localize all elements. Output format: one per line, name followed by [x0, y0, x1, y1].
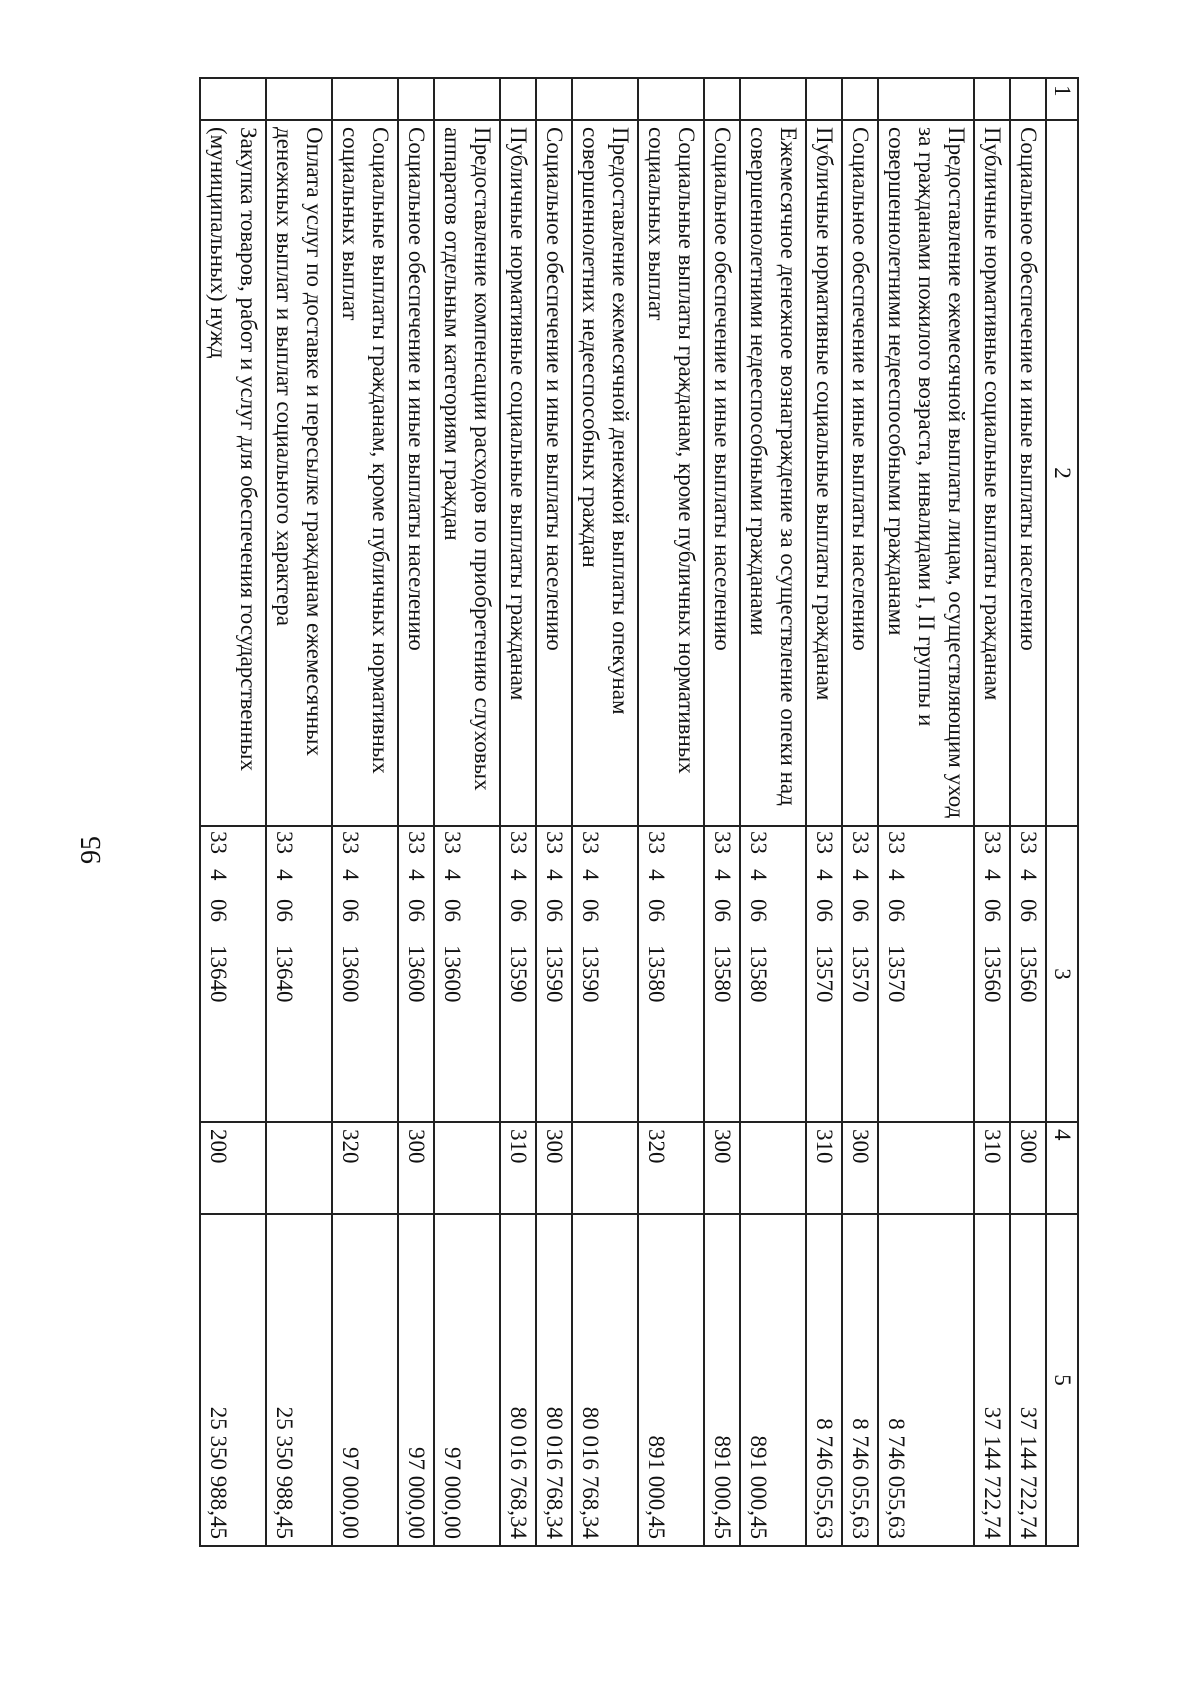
row-sum-cell: 97 000,00: [434, 1214, 500, 1546]
code-part: 13570: [884, 945, 909, 1003]
code-part: 06: [710, 899, 735, 922]
table-row: [398, 78, 434, 1546]
row-number-cell: [806, 78, 842, 120]
row-sum-cell: 25 350 988,45: [200, 1214, 266, 1546]
code-part: 06: [848, 899, 873, 922]
table-row: [806, 78, 842, 1546]
code-part: 13590: [542, 945, 567, 1003]
page-number: 95: [76, 836, 107, 864]
row-sum-cell: 37 144 722,74: [974, 1214, 1010, 1546]
code-part: 13600: [440, 945, 465, 1003]
row-expense-type-cell: 320: [638, 1122, 704, 1214]
row-name-cell: Социальное обеспечение и иные выплаты населению: [1010, 120, 1046, 826]
target-article-code: [743, 831, 773, 1117]
code-part: 33: [812, 831, 837, 854]
target-article-code: [539, 831, 569, 1117]
code-part: 13580: [746, 945, 771, 1003]
row-name-cell: Ежемесячное денежное вознаграждение за осуществление опеки над совершеннолетними недееспособными гражданами: [740, 120, 806, 826]
code-part: 4: [884, 869, 909, 881]
code-part: 13640: [272, 945, 297, 1003]
code-part: 13590: [578, 945, 603, 1003]
row-expense-type-cell: 300: [1010, 1122, 1046, 1214]
code-part: 06: [506, 899, 531, 922]
row-number-cell: [500, 78, 536, 120]
code-part: 4: [980, 869, 1005, 881]
table-row: [500, 78, 536, 1546]
code-part: 13560: [980, 945, 1005, 1003]
row-number-cell: [200, 78, 266, 120]
code-part: 33: [542, 831, 567, 854]
code-part: 4: [710, 869, 735, 881]
code-part: 13570: [848, 945, 873, 1003]
row-name-cell: Оплата услуг по доставке и пересылке гражданам ежемесячных денежных выплат и выплат социального характера: [266, 120, 332, 826]
row-name-cell: Предоставление ежемесячной выплаты лицам, осуществляющим уход за гражданами пожилого возраста, инвалидами I, II группы и совершеннолетними недееспособными гражданами: [878, 120, 974, 826]
code-part: 4: [1016, 869, 1041, 881]
table-header-row: [1046, 78, 1078, 1546]
row-code-cell: [638, 826, 704, 1122]
code-part: 33: [1016, 831, 1041, 854]
row-code-cell: [200, 826, 266, 1122]
table-row: [974, 78, 1010, 1546]
row-code-cell: [398, 826, 434, 1122]
row-number-cell: [398, 78, 434, 120]
code-part: 4: [440, 869, 465, 881]
row-expense-type-cell: [740, 1122, 806, 1214]
row-number-cell: [332, 78, 398, 120]
code-part: 4: [404, 869, 429, 881]
table-row: [740, 78, 806, 1546]
row-expense-type-cell: 300: [704, 1122, 740, 1214]
row-number-cell: [638, 78, 704, 120]
row-expense-type-cell: 310: [974, 1122, 1010, 1214]
target-article-code: [437, 831, 467, 1117]
target-article-code: [641, 831, 671, 1117]
row-code-cell: [806, 826, 842, 1122]
row-name-cell: Публичные нормативные социальные выплаты гражданам: [974, 120, 1010, 826]
code-part: 33: [206, 831, 231, 854]
code-part: 06: [746, 899, 771, 922]
header-col-4: 4: [1046, 1122, 1078, 1214]
code-part: 33: [884, 831, 909, 854]
code-part: 13560: [1016, 945, 1041, 1003]
code-part: 33: [506, 831, 531, 854]
row-number-cell: [536, 78, 572, 120]
code-part: 4: [272, 869, 297, 881]
code-part: 4: [578, 869, 603, 881]
code-part: 06: [206, 899, 231, 922]
code-part: 33: [980, 831, 1005, 854]
row-expense-type-cell: [266, 1122, 332, 1214]
row-code-cell: [740, 826, 806, 1122]
code-part: 4: [746, 869, 771, 881]
table-row: [536, 78, 572, 1546]
row-expense-type-cell: 310: [806, 1122, 842, 1214]
row-expense-type-cell: [572, 1122, 638, 1214]
code-part: 06: [980, 899, 1005, 922]
code-part: 4: [542, 869, 567, 881]
table-row: [878, 78, 974, 1546]
row-name-cell: Закупка товаров, работ и услуг для обеспечения государственных (муниципальных) нужд: [200, 120, 266, 826]
code-part: 4: [206, 869, 231, 881]
table-row: [266, 78, 332, 1546]
code-part: 4: [812, 869, 837, 881]
row-expense-type-cell: 200: [200, 1122, 266, 1214]
target-article-code: [401, 831, 431, 1117]
row-number-cell: [740, 78, 806, 120]
table-row: [332, 78, 398, 1546]
row-code-cell: [536, 826, 572, 1122]
row-sum-cell: 891 000,45: [704, 1214, 740, 1546]
row-expense-type-cell: 320: [332, 1122, 398, 1214]
table-row: [704, 78, 740, 1546]
target-article-code: [269, 831, 299, 1117]
row-name-cell: Предоставление компенсации расходов по приобретению слуховых аппаратов отдельным категориям граждан: [434, 120, 500, 826]
row-name-cell: Предоставление ежемесячной денежной выплаты опекунам совершеннолетних недееспособных граждан: [572, 120, 638, 826]
row-code-cell: [974, 826, 1010, 1122]
row-code-cell: [704, 826, 740, 1122]
row-name-cell: Социальное обеспечение и иные выплаты населению: [704, 120, 740, 826]
code-part: 33: [848, 831, 873, 854]
budget-table: [199, 77, 1079, 1547]
code-part: 33: [644, 831, 669, 854]
code-part: 13580: [644, 945, 669, 1003]
code-part: 33: [440, 831, 465, 854]
row-number-cell: [878, 78, 974, 120]
target-article-code: [845, 831, 875, 1117]
code-part: 33: [404, 831, 429, 854]
row-sum-cell: 97 000,00: [332, 1214, 398, 1546]
row-name-cell: Социальное обеспечение и иные выплаты населению: [398, 120, 434, 826]
row-code-cell: [1010, 826, 1046, 1122]
row-number-cell: [704, 78, 740, 120]
row-sum-cell: 80 016 768,34: [536, 1214, 572, 1546]
row-sum-cell: 80 016 768,34: [500, 1214, 536, 1546]
row-number-cell: [572, 78, 638, 120]
code-part: 4: [506, 869, 531, 881]
code-part: 13600: [404, 945, 429, 1003]
code-part: 06: [440, 899, 465, 922]
code-part: 06: [404, 899, 429, 922]
row-expense-type-cell: 300: [536, 1122, 572, 1214]
code-part: 13570: [812, 945, 837, 1003]
row-sum-cell: 891 000,45: [740, 1214, 806, 1546]
header-col-2: 2: [1046, 120, 1078, 826]
row-sum-cell: 891 000,45: [638, 1214, 704, 1546]
row-sum-cell: 8 746 055,63: [878, 1214, 974, 1546]
header-col-1: 1: [1046, 78, 1078, 120]
table-row: [572, 78, 638, 1546]
row-code-cell: [842, 826, 878, 1122]
target-article-code: [1013, 831, 1043, 1117]
row-number-cell: [842, 78, 878, 120]
row-number-cell: [1010, 78, 1046, 120]
code-part: 06: [338, 899, 363, 922]
row-expense-type-cell: [434, 1122, 500, 1214]
target-article-code: [707, 831, 737, 1117]
target-article-code: [809, 831, 839, 1117]
target-article-code: [203, 831, 233, 1117]
row-expense-type-cell: [878, 1122, 974, 1214]
row-sum-cell: 8 746 055,63: [806, 1214, 842, 1546]
row-code-cell: [878, 826, 974, 1122]
row-sum-cell: 37 144 722,74: [1010, 1214, 1046, 1546]
row-code-cell: [266, 826, 332, 1122]
code-part: 06: [884, 899, 909, 922]
target-article-code: [335, 831, 365, 1117]
code-part: 33: [746, 831, 771, 854]
row-sum-cell: 97 000,00: [398, 1214, 434, 1546]
header-col-5: 5: [1046, 1214, 1078, 1546]
row-sum-cell: 80 016 768,34: [572, 1214, 638, 1546]
table-row: [200, 78, 266, 1546]
target-article-code: [503, 831, 533, 1117]
row-number-cell: [974, 78, 1010, 120]
row-sum-cell: 25 350 988,45: [266, 1214, 332, 1546]
code-part: 13640: [206, 945, 231, 1003]
row-number-cell: [434, 78, 500, 120]
code-part: 13600: [338, 945, 363, 1003]
table-row: [434, 78, 500, 1546]
code-part: 06: [272, 899, 297, 922]
target-article-code: [575, 831, 605, 1117]
code-part: 4: [644, 869, 669, 881]
code-part: 33: [272, 831, 297, 854]
code-part: 4: [848, 869, 873, 881]
row-code-cell: [500, 826, 536, 1122]
table-row: [1010, 78, 1046, 1546]
code-part: 06: [542, 899, 567, 922]
code-part: 33: [710, 831, 735, 854]
header-col-3: 3: [1046, 826, 1078, 1122]
code-part: 13590: [506, 945, 531, 1003]
row-name-cell: Социальные выплаты гражданам, кроме публичных нормативных социальных выплат: [332, 120, 398, 826]
table-row: [638, 78, 704, 1546]
target-article-code: [881, 831, 911, 1117]
budget-table-rotated: [147, 77, 1079, 1545]
table-row: [842, 78, 878, 1546]
row-code-cell: [434, 826, 500, 1122]
row-name-cell: Социальные выплаты гражданам, кроме публичных нормативных социальных выплат: [638, 120, 704, 826]
row-code-cell: [332, 826, 398, 1122]
row-expense-type-cell: 310: [500, 1122, 536, 1214]
row-name-cell: Социальное обеспечение и иные выплаты населению: [842, 120, 878, 826]
row-number-cell: [266, 78, 332, 120]
row-code-cell: [572, 826, 638, 1122]
row-sum-cell: 8 746 055,63: [842, 1214, 878, 1546]
code-part: 13580: [710, 945, 735, 1003]
code-part: 33: [338, 831, 363, 854]
row-name-cell: Публичные нормативные социальные выплаты гражданам: [500, 120, 536, 826]
row-name-cell: Социальное обеспечение и иные выплаты населению: [536, 120, 572, 826]
code-part: 06: [812, 899, 837, 922]
code-part: 4: [338, 869, 363, 881]
row-name-cell: Публичные нормативные социальные выплаты гражданам: [806, 120, 842, 826]
code-part: 06: [1016, 899, 1041, 922]
row-expense-type-cell: 300: [398, 1122, 434, 1214]
target-article-code: [977, 831, 1007, 1117]
code-part: 06: [578, 899, 603, 922]
row-expense-type-cell: 300: [842, 1122, 878, 1214]
code-part: 33: [578, 831, 603, 854]
code-part: 06: [644, 899, 669, 922]
